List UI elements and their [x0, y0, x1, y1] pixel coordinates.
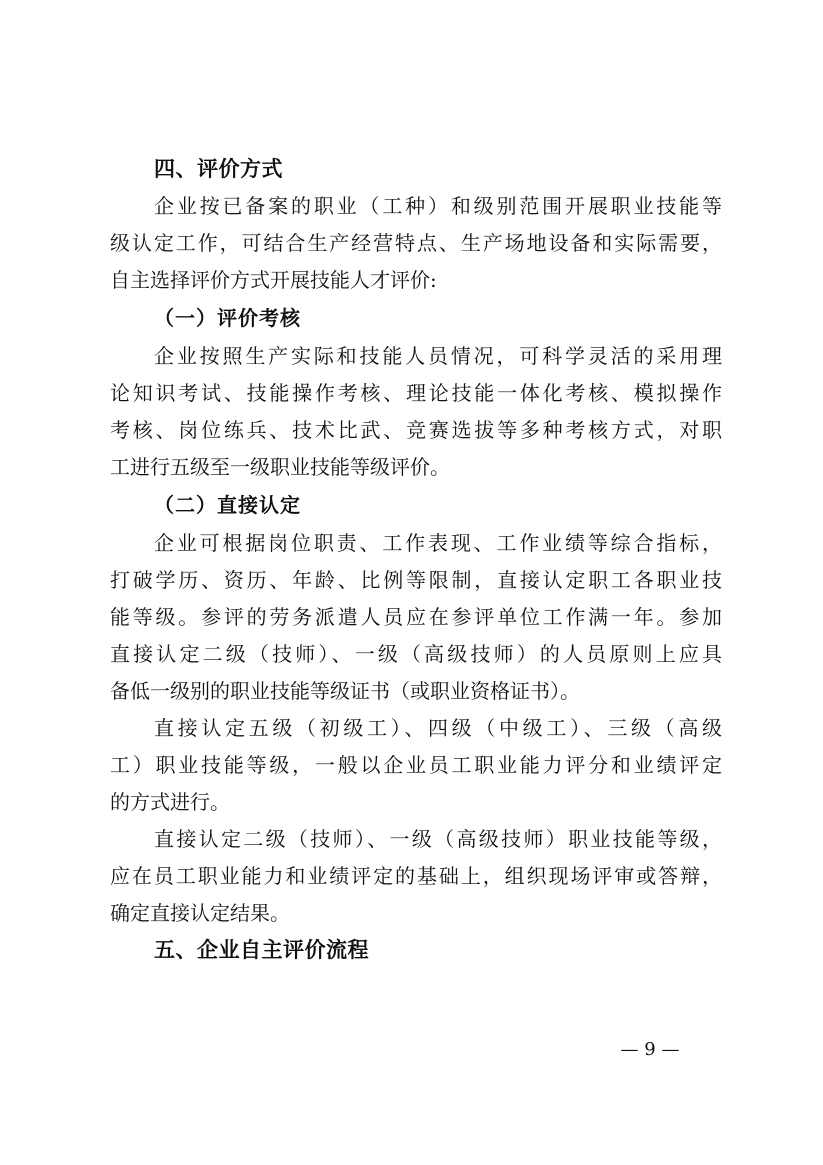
- paragraph-assessment: [110, 338, 722, 486]
- text-line: 能等级。参评的劳务派遣人员应在参评单位工作满一年。参加: [110, 605, 722, 629]
- text-line: 企业可根据岗位职责、工作表现、工作业绩等综合指标，: [154, 531, 722, 555]
- text-line: 自主选择评价方式开展技能人才评价:: [110, 268, 437, 292]
- page-number: — 9 —: [620, 1039, 680, 1060]
- section-heading-evaluation-process: 五、企业自主评价流程: [154, 938, 369, 962]
- paragraph-direct-certification-2: [110, 710, 722, 821]
- paragraph-intro: [110, 188, 722, 299]
- text-line: 直接认定五级（初级工）、四级（中级工）、三级（高级: [154, 716, 722, 740]
- text-line: 企业按照生产实际和技能人员情况，可科学灵活的采用理: [154, 344, 722, 368]
- text-line: 应在员工职业能力和业绩评定的基础上，组织现场评审或答辩，: [110, 864, 722, 888]
- paragraph-direct-certification-1: [110, 525, 722, 710]
- text-line: 确定直接认定结果。: [110, 901, 290, 925]
- text-line: 级认定工作，可结合生产经营特点、生产场地设备和实际需要，: [110, 231, 722, 255]
- subheading-assessment: （一）评价考核: [154, 306, 301, 330]
- subheading-direct-certification: （二）直接认定: [154, 493, 301, 517]
- text-line: 企业按已备案的职业（工种）和级别范围开展职业技能等: [154, 194, 722, 218]
- page-content: [110, 151, 722, 969]
- text-line: 直接认定二级（技师）、一级（高级技师）职业技能等级，: [154, 827, 722, 851]
- text-line: 工进行五级至一级职业技能等级评价。: [110, 455, 450, 479]
- text-line: 工）职业技能等级，一般以企业员工职业能力评分和业绩评定: [110, 753, 722, 777]
- text-line: 直接认定二级（技师）、一级（高级技师）的人员原则上应具: [110, 642, 722, 666]
- text-line: 考核、岗位练兵、技术比武、竞赛选拔等多种考核方式，对职: [110, 418, 722, 442]
- text-line: 备低一级别的职业技能等级证书（或职业资格证书）。: [110, 679, 580, 703]
- text-line: 打破学历、资历、年龄、比例等限制，直接认定职工各职业技: [110, 568, 722, 592]
- text-line: 的方式进行。: [110, 790, 230, 814]
- section-heading-evaluation-methods: 四、评价方式: [154, 157, 283, 181]
- text-line: 论知识考试、技能操作考核、理论技能一体化考核、模拟操作: [110, 381, 722, 405]
- paragraph-direct-certification-3: [110, 821, 722, 932]
